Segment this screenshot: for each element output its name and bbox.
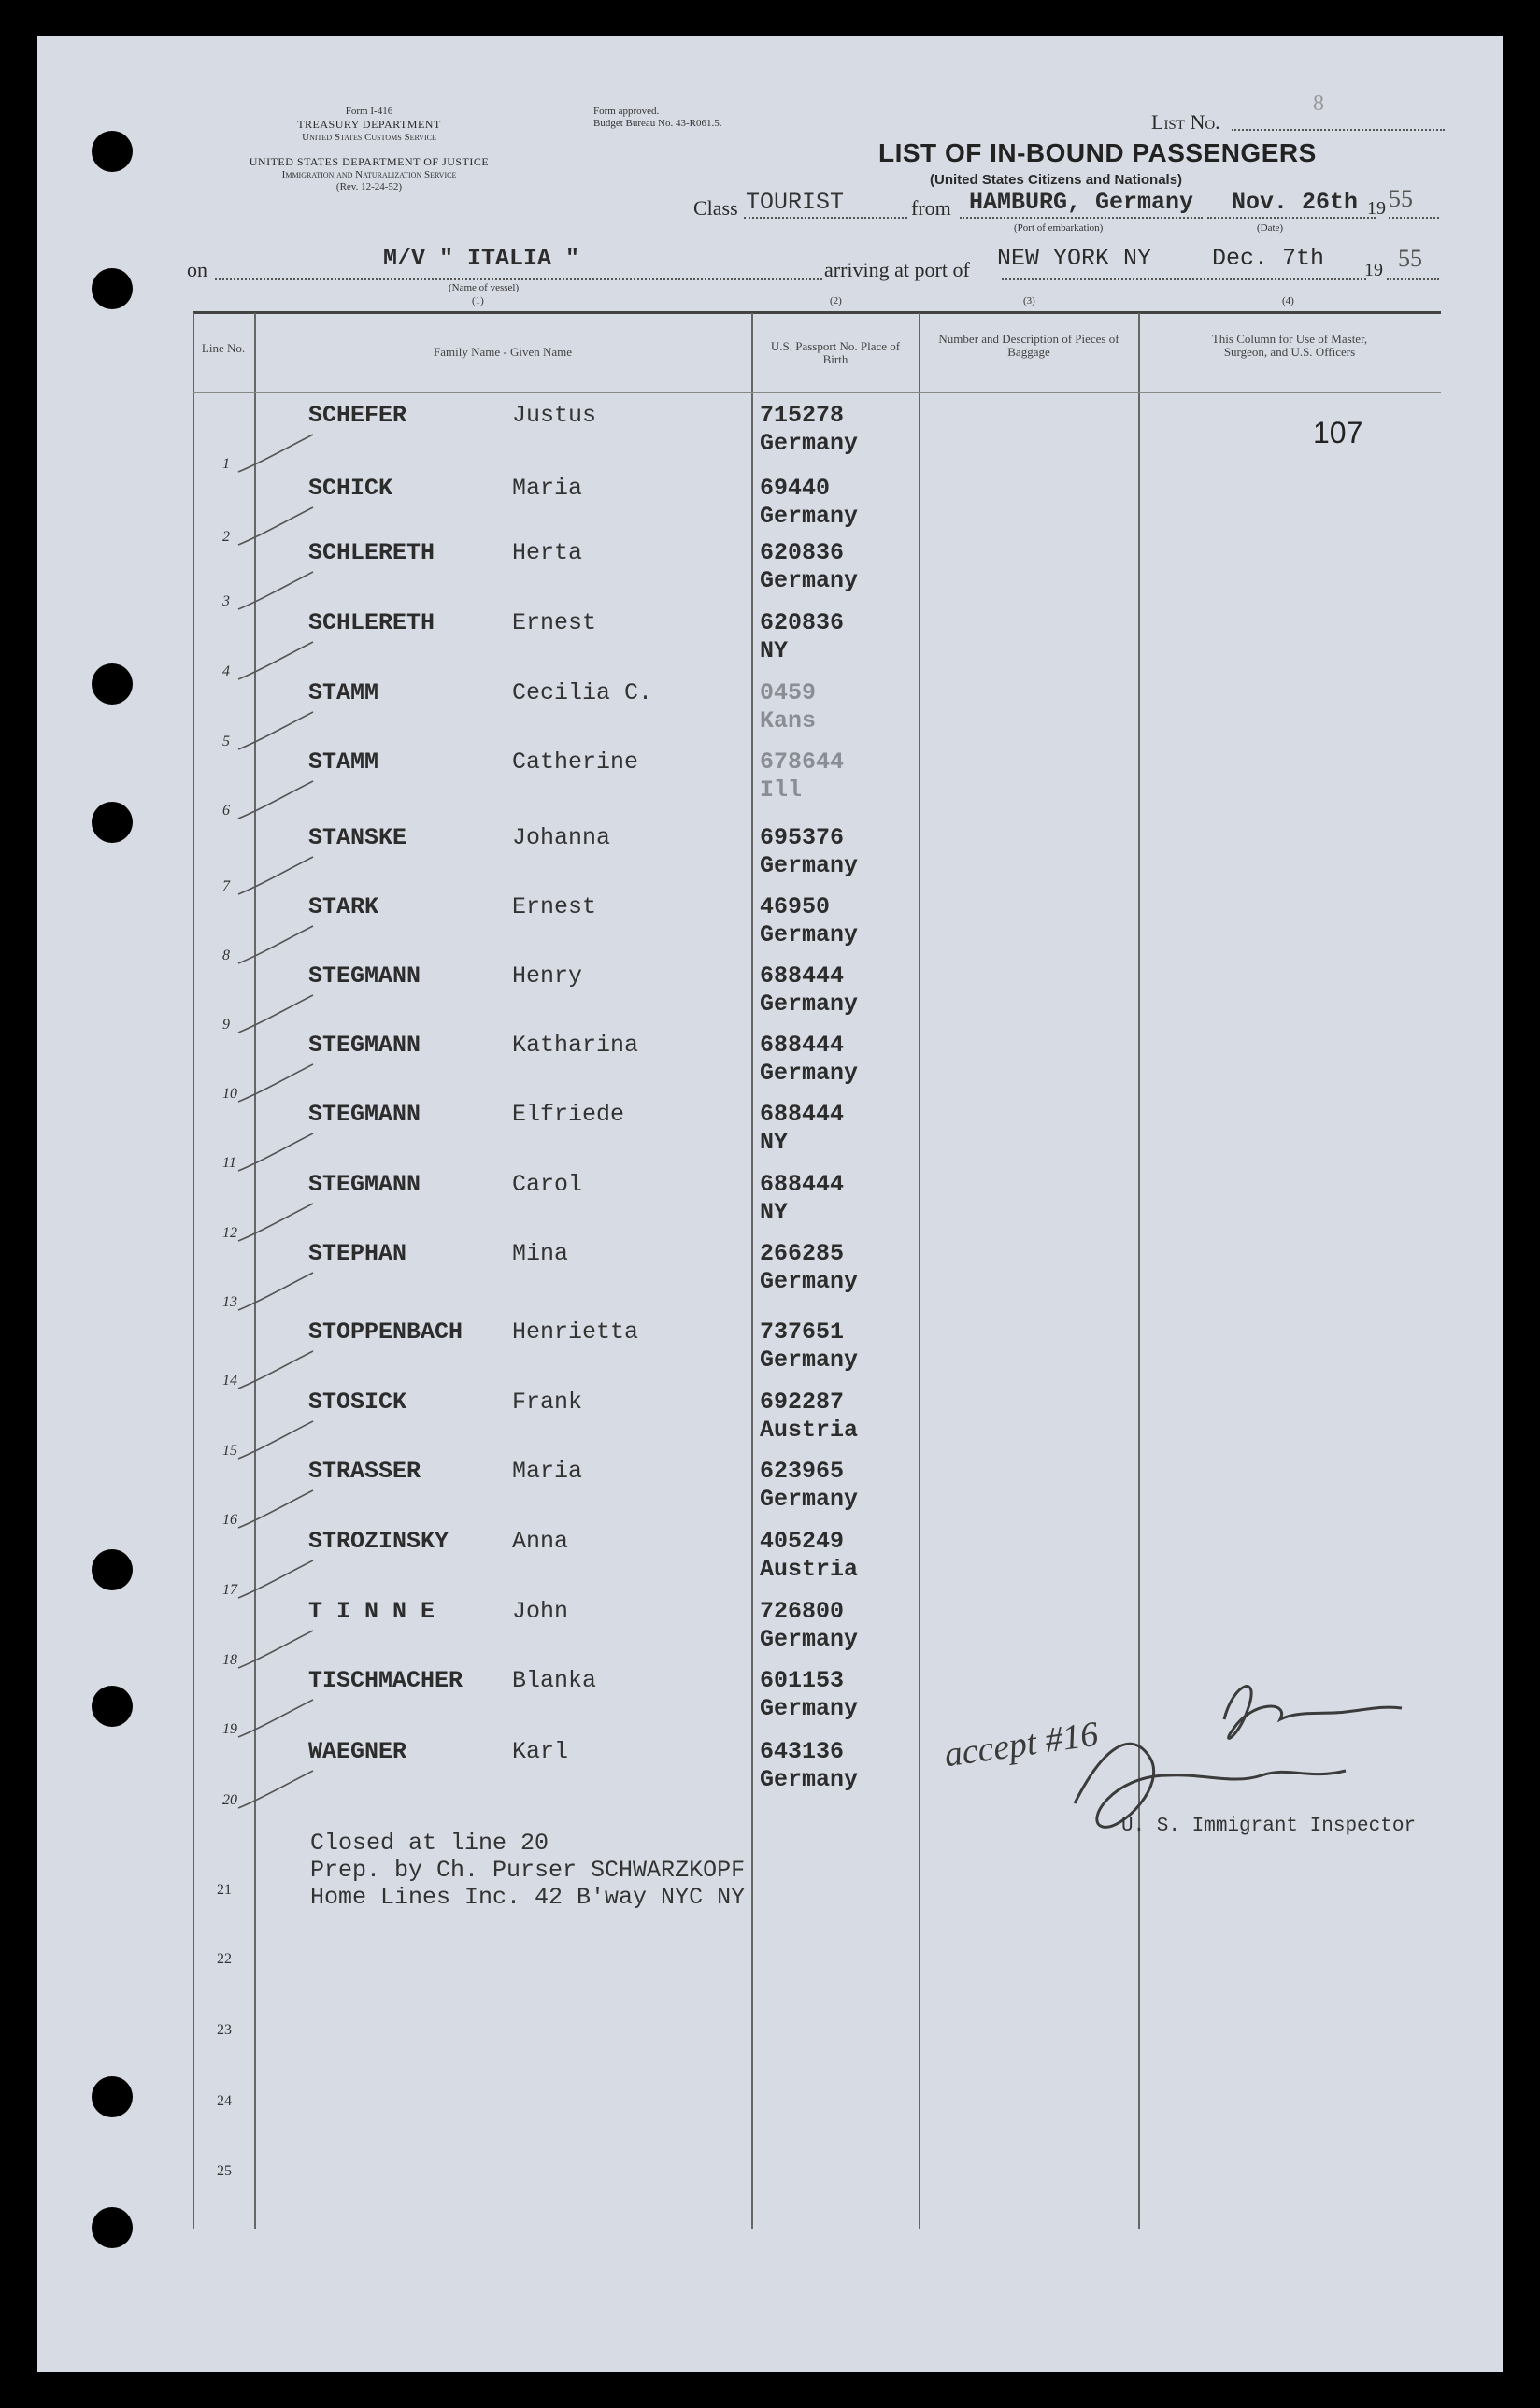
place-of-birth: Germany [760, 1060, 859, 1087]
given-name: Cecilia C. [512, 679, 653, 706]
line-number: 7 [222, 878, 230, 894]
document-title: LIST OF IN-BOUND PASSENGERS [878, 138, 1317, 167]
passport-number: 601153 [760, 1667, 845, 1694]
arriving-label: arriving at port of [824, 258, 970, 281]
passport-number: 620836 [760, 609, 845, 636]
line-number: 4 [222, 663, 230, 679]
line-number: 17 [222, 1582, 237, 1598]
family-name: SCHICK [308, 475, 393, 502]
punch-hole [92, 131, 133, 172]
place-of-birth: Germany [760, 921, 859, 948]
table-top-rule [192, 311, 1441, 314]
line-number: 21 [217, 1882, 232, 1898]
departure-year: 55 [1389, 185, 1413, 212]
given-name: John [512, 1598, 569, 1625]
date-caption: (Date) [1257, 222, 1284, 234]
check-mark [234, 707, 318, 754]
treasury-dept: TREASURY DEPARTMENT [297, 118, 441, 131]
customs-service: United States Customs Service [302, 132, 436, 143]
caption-1: (1) [472, 295, 484, 306]
arrival-year: 55 [1398, 245, 1422, 272]
family-name: STEGMANN [308, 962, 421, 990]
form-approved: Form approved. [593, 106, 660, 117]
port-of-embarkation: HAMBURG, Germany [969, 189, 1194, 216]
passport-number: 688444 [760, 1171, 845, 1198]
check-mark [234, 1199, 318, 1246]
punch-hole [92, 663, 133, 705]
col-header-line: Line No. [201, 341, 246, 355]
given-name: Anna [512, 1528, 569, 1555]
inspector-title: U. S. Immigrant Inspector [1121, 1816, 1417, 1837]
passport-number: 620836 [760, 539, 845, 566]
given-name: Maria [512, 1458, 583, 1485]
place-of-birth: Germany [760, 990, 859, 1018]
port-embark-caption: (Port of embarkation) [1014, 222, 1104, 234]
place-of-birth: Ill [760, 777, 803, 804]
family-name: T I N N E [308, 1598, 435, 1625]
place-of-birth: Germany [760, 1268, 859, 1295]
line-number: 13 [222, 1294, 237, 1310]
family-name: STARK [308, 893, 379, 920]
family-name: STEGMANN [308, 1032, 421, 1059]
departure-date: Nov. 26th [1232, 189, 1359, 216]
punch-hole [92, 2076, 133, 2117]
place-of-birth: Austria [760, 1417, 859, 1444]
port-of-arrival: NEW YORK NY [997, 245, 1152, 272]
col-header-passport: U.S. Passport No. Place of Birth [770, 339, 901, 366]
caption-3: (3) [1023, 295, 1035, 306]
line-number: 18 [222, 1652, 237, 1668]
line-number: 25 [217, 2163, 232, 2179]
document-subtitle: (United States Citizens and Nationals) [930, 172, 1183, 188]
passport-number: 726800 [760, 1598, 845, 1625]
given-name: Johanna [512, 824, 611, 851]
family-name: SCHEFER [308, 402, 407, 429]
family-name: STEGMANN [308, 1101, 421, 1128]
given-name: Catherine [512, 748, 639, 776]
revision: (Rev. 12-24-52) [335, 181, 403, 192]
passport-number: 737651 [760, 1318, 845, 1346]
caption-4: (4) [1282, 295, 1294, 306]
caption-2: (2) [830, 295, 842, 306]
check-mark [234, 852, 318, 899]
check-mark [234, 503, 318, 549]
closing-line-3: Home Lines Inc. 42 B'way NYC NY [310, 1884, 746, 1911]
check-mark [234, 921, 318, 968]
class-value: TOURIST [746, 189, 845, 216]
passport-number: 678644 [760, 748, 845, 776]
line-number: 6 [222, 803, 230, 819]
check-mark [234, 1695, 318, 1742]
check-mark [234, 1129, 318, 1176]
given-name: Maria [512, 475, 583, 502]
accept-note: accept #16 [941, 1714, 1101, 1775]
closing-line-2: Prep. by Ch. Purser SCHWARZKOPF [310, 1857, 746, 1884]
check-mark [234, 990, 318, 1037]
punch-hole [92, 2207, 133, 2248]
family-name: STEGMANN [308, 1171, 421, 1198]
family-name: TISCHMACHER [308, 1667, 463, 1694]
form-number: Form I-416 [345, 106, 393, 117]
given-name: Karl [512, 1738, 569, 1765]
place-of-birth: Germany [760, 1626, 859, 1653]
line-number: 20 [222, 1792, 237, 1808]
place-of-birth: Germany [760, 430, 859, 457]
closing-line-1: Closed at line 20 [310, 1830, 549, 1857]
family-name: STAMM [308, 748, 379, 776]
punch-hole [92, 802, 133, 843]
passport-number: 69440 [760, 475, 831, 502]
place-of-birth: Germany [760, 1346, 859, 1374]
place-of-birth: Kans [760, 707, 817, 734]
family-name: SCHLERETH [308, 609, 435, 636]
given-name: Justus [512, 402, 597, 429]
line-number: 23 [217, 2022, 232, 2038]
given-name: Ernest [512, 893, 597, 920]
on-label: on [187, 258, 207, 281]
check-mark [234, 1346, 318, 1393]
family-name: STOPPENBACH [308, 1318, 463, 1346]
col-header-name: Family Name - Given Name [433, 345, 572, 359]
passport-number: 46950 [760, 893, 831, 920]
place-of-birth: Germany [760, 503, 859, 530]
place-of-birth: Germany [760, 567, 859, 594]
family-name: SCHLERETH [308, 539, 435, 566]
ins-service: Immigration and Naturalization Service [281, 169, 457, 180]
table-left-rule [192, 313, 194, 2229]
check-mark [234, 1417, 318, 1463]
place-of-birth: NY [760, 637, 789, 664]
family-name: STOSICK [308, 1389, 407, 1416]
given-name: Carol [512, 1171, 583, 1198]
passport-number: 0459 [760, 679, 817, 706]
passport-number: 266285 [760, 1240, 845, 1267]
vessel-name: M/V " ITALIA " [383, 245, 580, 272]
line-number: 5 [222, 734, 230, 749]
family-name: STROZINSKY [308, 1528, 449, 1555]
family-name: WAEGNER [308, 1738, 407, 1765]
line-number: 15 [222, 1443, 237, 1459]
passport-number: 643136 [760, 1738, 845, 1765]
line-number: 12 [222, 1225, 237, 1241]
line-number: 2 [222, 529, 230, 545]
given-name: Mina [512, 1240, 569, 1267]
passport-number: 688444 [760, 1032, 845, 1059]
check-mark [234, 567, 318, 614]
check-mark [234, 1268, 318, 1315]
check-mark [234, 777, 318, 823]
list-no-label: List No. [1151, 110, 1220, 134]
passport-number: 405249 [760, 1528, 845, 1555]
line-number: 22 [217, 1951, 232, 1967]
family-name: STAMM [308, 679, 379, 706]
given-name: Henry [512, 962, 583, 990]
check-mark [234, 1766, 318, 1813]
passport-number: 692287 [760, 1389, 845, 1416]
given-name: Henrietta [512, 1318, 639, 1346]
given-name: Frank [512, 1389, 583, 1416]
justice-dept: UNITED STATES DEPARTMENT OF JUSTICE [249, 155, 490, 168]
passport-number: 715278 [760, 402, 845, 429]
header-rule [192, 392, 1441, 393]
punch-hole [92, 268, 133, 309]
passport-number: 688444 [760, 962, 845, 990]
place-of-birth: Germany [760, 1695, 859, 1722]
given-name: Ernest [512, 609, 597, 636]
class-label: Class [693, 196, 738, 220]
check-mark [234, 1556, 318, 1603]
line-number: 10 [222, 1086, 237, 1102]
place-of-birth: Germany [760, 1766, 859, 1793]
arrival-date: Dec. 7th [1212, 245, 1325, 272]
line-number: 9 [222, 1017, 230, 1033]
given-name: Elfriede [512, 1101, 625, 1128]
place-of-birth: Austria [760, 1556, 859, 1583]
place-of-birth: Germany [760, 1486, 859, 1513]
line-number: 24 [217, 2093, 232, 2109]
line-number: 3 [222, 593, 230, 609]
col-header-officers: This Column for Use of Master, Surgeon, and U.S. Officers [1211, 332, 1368, 359]
punch-hole [92, 1686, 133, 1727]
col-divider [751, 313, 753, 2229]
passport-number: 688444 [760, 1101, 845, 1128]
year-prefix-2: 19 [1364, 260, 1383, 280]
line-number: 8 [222, 948, 230, 963]
vessel-caption: (Name of vessel) [449, 282, 520, 293]
check-mark [234, 637, 318, 684]
line-number: 14 [222, 1373, 237, 1389]
given-name: Blanka [512, 1667, 597, 1694]
check-mark [234, 1060, 318, 1106]
check-mark [234, 1486, 318, 1532]
check-mark [234, 1626, 318, 1673]
passport-number: 623965 [760, 1458, 845, 1485]
col-divider [1138, 313, 1140, 2229]
line-number: 1 [222, 456, 230, 472]
family-name: STEPHAN [308, 1240, 407, 1267]
from-label: from [911, 196, 951, 220]
place-of-birth: Germany [760, 852, 859, 879]
family-name: STRASSER [308, 1458, 421, 1485]
list-no: 8 [1313, 92, 1324, 116]
check-mark [234, 430, 318, 477]
place-of-birth: NY [760, 1129, 789, 1156]
col-header-baggage: Number and Description of Pieces of Baggage [938, 332, 1119, 359]
given-name: Katharina [512, 1032, 639, 1059]
passport-number: 695376 [760, 824, 845, 851]
budget-bureau: Budget Bureau No. 43-R061.5. [593, 118, 722, 129]
line-number: 11 [222, 1155, 236, 1171]
place-of-birth: NY [760, 1199, 789, 1226]
given-name: Herta [512, 539, 583, 566]
year-prefix-1: 19 [1367, 198, 1386, 219]
officer-note: 107 [1313, 416, 1363, 449]
punch-hole [92, 1549, 133, 1590]
col-divider [919, 313, 920, 2229]
line-number: 16 [222, 1512, 237, 1528]
family-name: STANSKE [308, 824, 407, 851]
line-number: 19 [222, 1721, 237, 1737]
